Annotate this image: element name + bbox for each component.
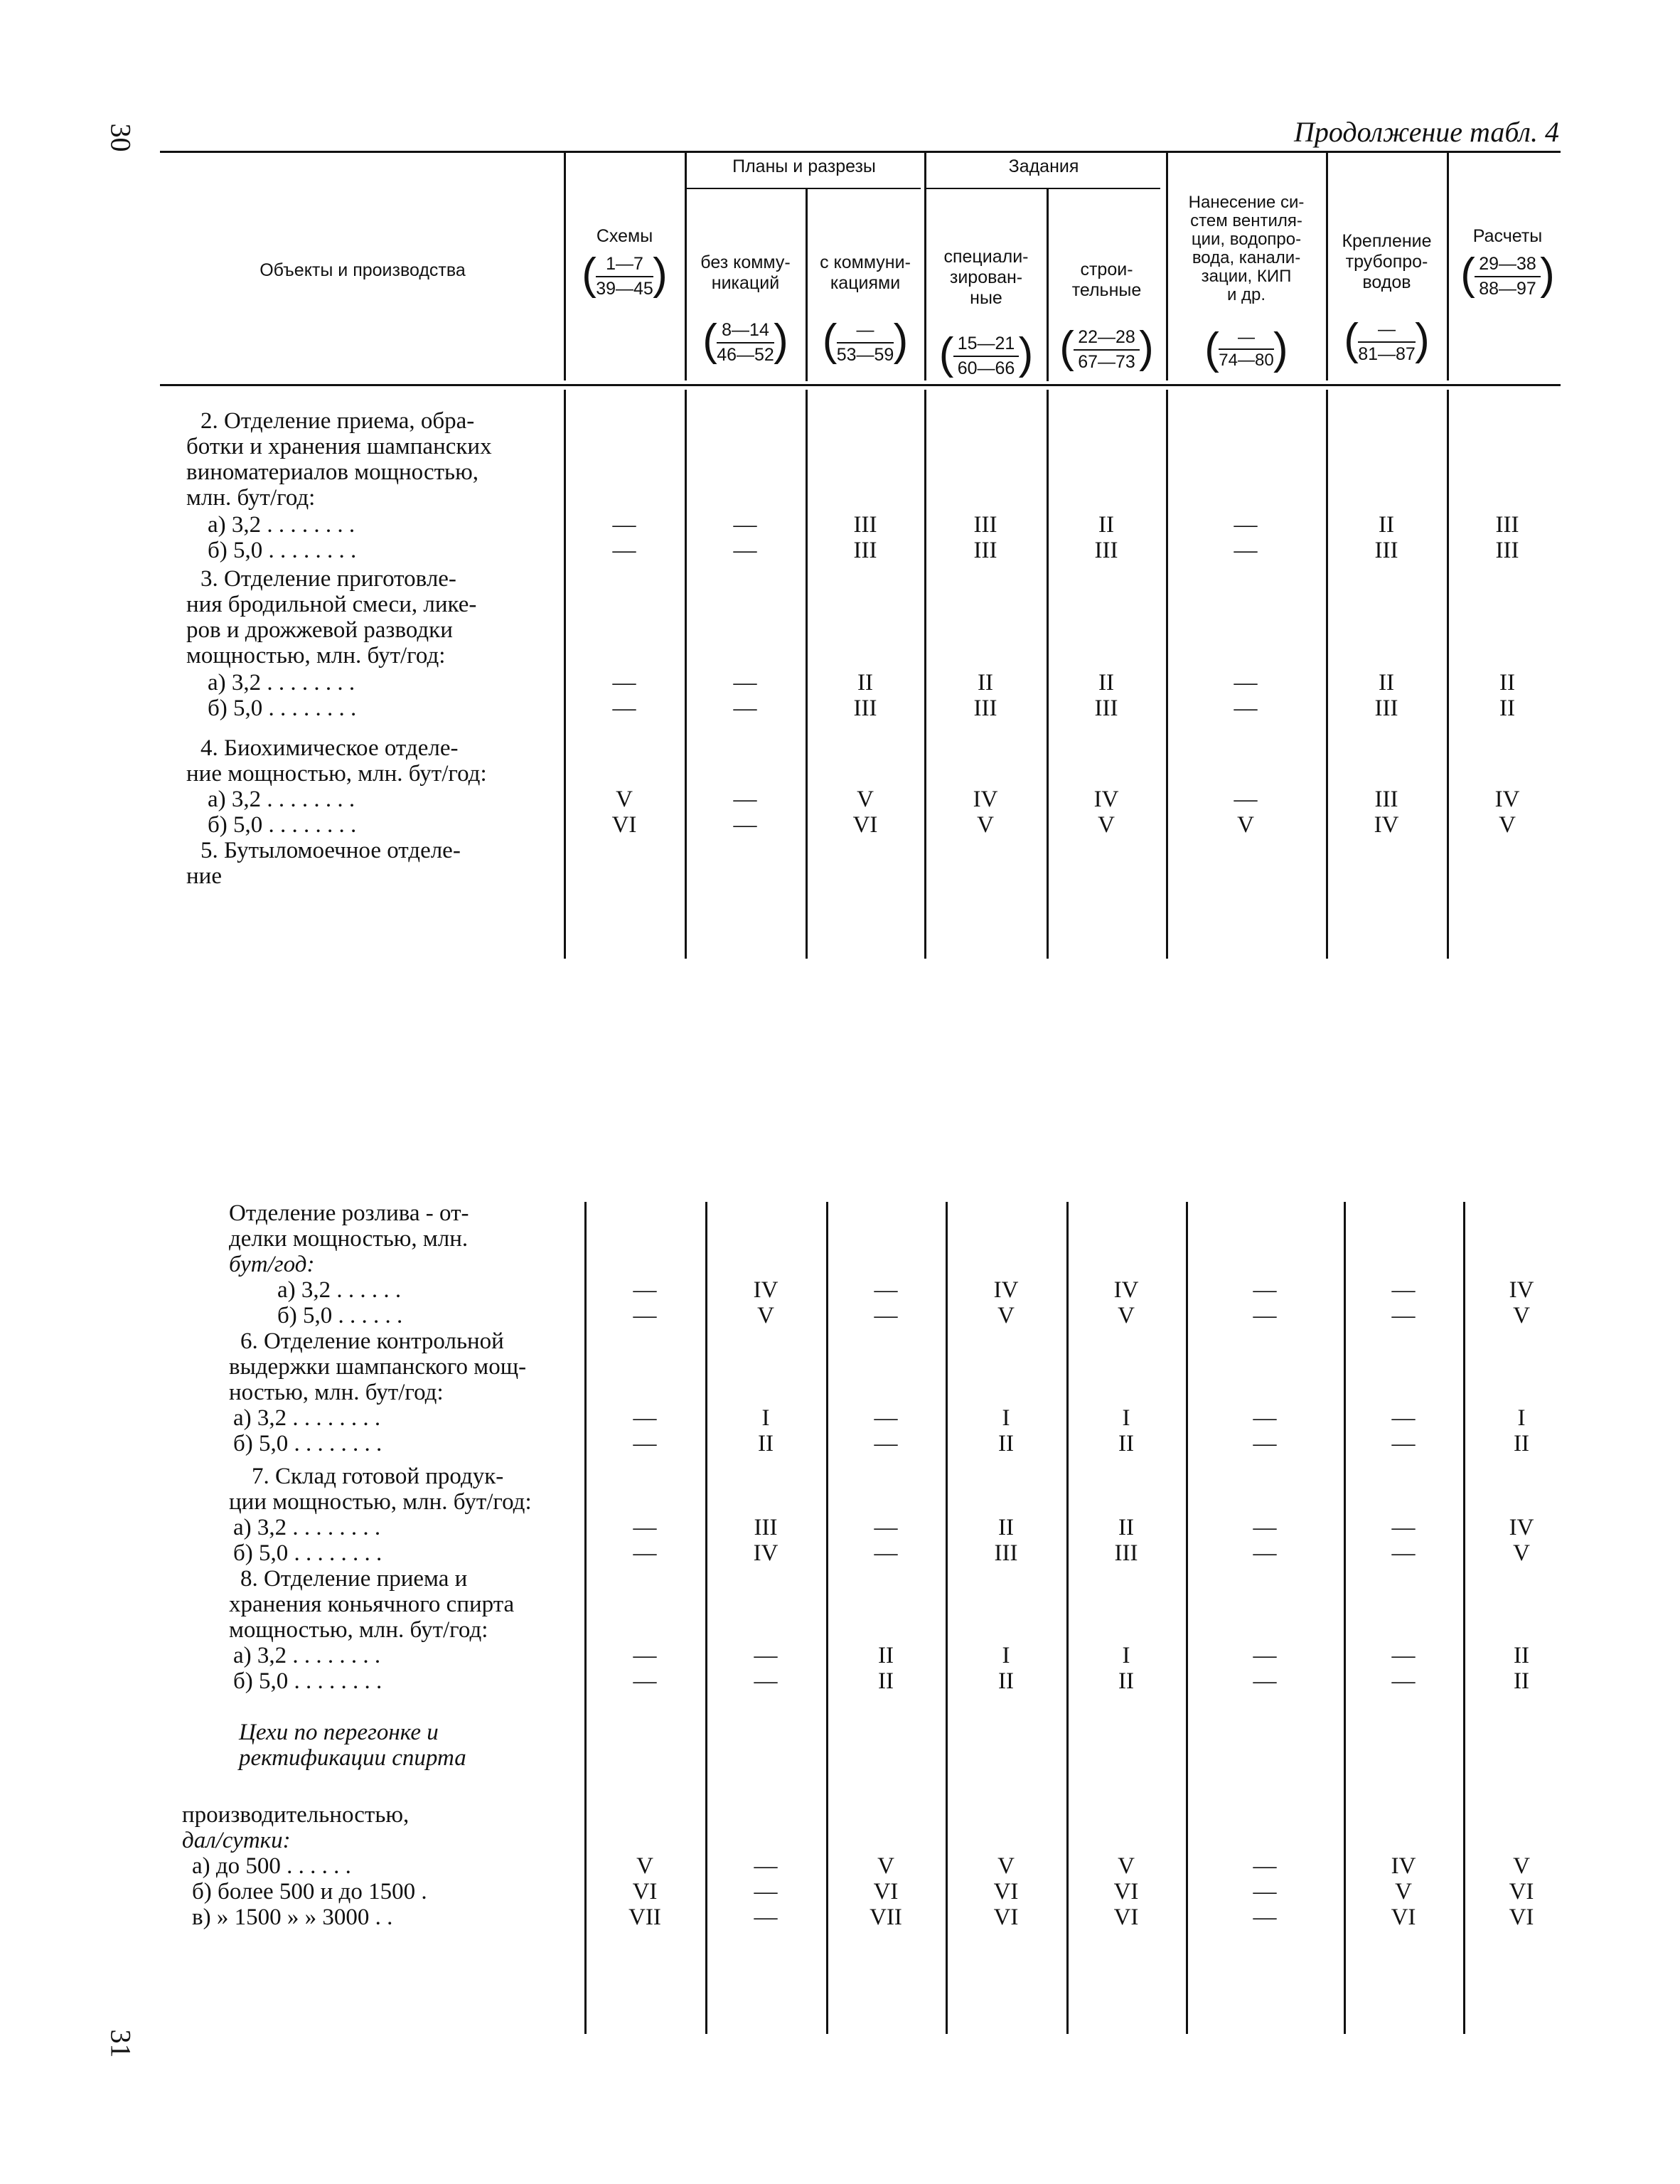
table-cell: — <box>1391 1431 1416 1456</box>
table-cell: — <box>754 1668 778 1694</box>
header-tasks-special: специали- зирован- ные ( 15—21 60—66 ) <box>938 247 1034 378</box>
table-cell: V <box>997 1303 1015 1328</box>
row-label: б) 5,0 . . . . . . <box>277 1303 403 1328</box>
table-cell: IV <box>993 1277 1019 1303</box>
row-label: б) 5,0 . . . . . . . . <box>233 1540 382 1566</box>
table-cell: VI <box>852 812 878 838</box>
row-title: мощностью, млн. бут/год: <box>186 643 446 668</box>
row-label: б) 5,0 . . . . . . . . <box>233 1668 382 1694</box>
table-cell: II <box>758 1431 774 1456</box>
table-cell: II <box>878 1643 894 1668</box>
header-tasks-group: Задания <box>1008 156 1079 176</box>
table-cell: III <box>1374 787 1398 812</box>
table-cell: — <box>1253 1405 1277 1431</box>
table-cell: VI <box>993 1879 1019 1905</box>
table-cell: V <box>1098 812 1115 838</box>
table-cell: IV <box>753 1540 779 1566</box>
header-plans-no-comm: без комму- никаций ( 8—14 46—52 ) <box>700 252 791 365</box>
table-cell: V <box>1499 812 1516 838</box>
table-cell: II <box>878 1668 894 1694</box>
table-cell: II <box>1514 1431 1529 1456</box>
table-cell: V <box>636 1853 653 1879</box>
table-cell: IV <box>1509 1515 1534 1540</box>
row-title: виноматериалов мощностью, <box>186 459 478 485</box>
table-cell: VII <box>628 1905 661 1930</box>
row-label: а) 3,2 . . . . . . . . <box>233 1515 381 1540</box>
table-cell: IV <box>1509 1277 1534 1303</box>
row-title: 8. Отделение приема и <box>240 1566 468 1592</box>
table-cell: — <box>1234 696 1258 721</box>
table-cell: I <box>1002 1405 1010 1431</box>
table-cell: VI <box>1509 1905 1534 1930</box>
table-cell: IV <box>1494 787 1520 812</box>
table-cell: — <box>633 1277 657 1303</box>
row-title: ние мощностью, млн. бут/год: <box>186 761 487 787</box>
table-cell: I <box>1122 1405 1130 1431</box>
table-cell: — <box>733 512 757 538</box>
table-cell: II <box>1118 1515 1134 1540</box>
row-label: а) 3,2 . . . . . . . . <box>208 670 355 696</box>
table-cell: VI <box>993 1905 1019 1930</box>
table-cell: V <box>857 787 874 812</box>
row-title: 3. Отделение приготовле- <box>200 566 456 592</box>
table-cell: II <box>1514 1668 1529 1694</box>
table-cell: IV <box>973 787 998 812</box>
header-systems: Нанесение си- стем вентиля- ции, водопро- вода, канали- зации, КИП и др. ( — 74—80 ) <box>1188 193 1305 373</box>
row-label: а) 3,2 . . . . . . . . <box>233 1643 381 1668</box>
table-cell: I <box>1122 1643 1130 1668</box>
table-cell: — <box>1253 1668 1277 1694</box>
header-fastening: Крепление трубопро- водов ( — 81—87 ) <box>1342 231 1432 364</box>
header-calcs: Расчеты ( 29—38 88—97 ) <box>1460 226 1555 299</box>
table-cell: II <box>1499 670 1515 696</box>
table-cell: — <box>754 1643 778 1668</box>
row-label: а) 3,2 . . . . . . . . <box>208 512 355 538</box>
table-cell: — <box>1391 1668 1416 1694</box>
table-cell: — <box>733 787 757 812</box>
row-title: хранения коньячного спирта <box>229 1592 515 1617</box>
row-title: Отделение розлива - от- <box>229 1200 469 1226</box>
row-title: дал/сутки: <box>182 1828 291 1853</box>
table-cell: I <box>1517 1405 1526 1431</box>
table-cell: V <box>997 1853 1015 1879</box>
body-col-divider <box>1186 1202 1188 2034</box>
header-schemes: Схемы ( 1—7 39—45 ) <box>582 226 668 299</box>
table-cell: — <box>633 1431 657 1456</box>
table-cell: — <box>1234 512 1258 538</box>
table-cell: — <box>1234 538 1258 563</box>
header-objects: Объекты и производства <box>260 260 466 280</box>
table-cell: IV <box>1093 787 1119 812</box>
table-cell: — <box>1253 1905 1277 1930</box>
table-cell: II <box>998 1668 1014 1694</box>
table-cell: — <box>612 512 636 538</box>
table-cell: — <box>1391 1303 1416 1328</box>
table-cell: — <box>1253 1879 1277 1905</box>
table-cell: V <box>1513 1303 1530 1328</box>
body-col-divider <box>584 1202 587 2034</box>
table-cell: — <box>874 1540 898 1566</box>
body-col-divider <box>946 1202 948 2034</box>
tasks-group-rule <box>926 188 1160 189</box>
body-col-divider <box>1047 390 1049 959</box>
page-number-bottom: 31 <box>105 2029 137 2058</box>
table-cell: V <box>757 1303 774 1328</box>
row-title: производительностью, <box>182 1802 410 1828</box>
table-cell: V <box>616 787 633 812</box>
table-cell: — <box>1391 1643 1416 1668</box>
table-cell: — <box>1253 1853 1277 1879</box>
table-cell: V <box>977 812 994 838</box>
table-cell: — <box>633 1540 657 1566</box>
table-cell: — <box>754 1879 778 1905</box>
row-label: б) 5,0 . . . . . . . . <box>208 812 357 838</box>
table-cell: III <box>853 512 877 538</box>
header-tasks-building: строи- тельные ( 22—28 67—73 ) <box>1059 260 1154 372</box>
table-cell: VI <box>1509 1879 1534 1905</box>
section-title: Цехи по перегонке и <box>239 1720 439 1745</box>
body-col-divider <box>1344 1202 1346 2034</box>
row-title: ностью, млн. бут/год: <box>229 1380 444 1405</box>
row-title: выдержки шампанского мощ- <box>229 1354 527 1380</box>
table-cell: — <box>1391 1540 1416 1566</box>
table-cell: — <box>733 812 757 838</box>
body-col-divider <box>685 390 687 959</box>
row-title: ние <box>186 863 222 889</box>
table-cell: III <box>1094 538 1118 563</box>
table-cell: II <box>1118 1668 1134 1694</box>
table-cell: V <box>1118 1853 1135 1879</box>
body-col-divider <box>924 390 926 959</box>
page-number-top: 30 <box>105 123 137 152</box>
table-cell: VI <box>1113 1905 1139 1930</box>
table-cell: — <box>633 1668 657 1694</box>
table-cell: I <box>761 1405 770 1431</box>
table-cell: — <box>1391 1277 1416 1303</box>
table-cell: II <box>998 1515 1014 1540</box>
table-cell: II <box>1098 512 1114 538</box>
table-cell: — <box>874 1405 898 1431</box>
row-label: а) 3,2 . . . . . . . . <box>208 787 355 812</box>
row-title: ния бродильной смеси, лике- <box>186 592 477 617</box>
row-title: млн. бут/год: <box>186 485 316 511</box>
table-cell: III <box>1114 1540 1138 1566</box>
table-cell: VI <box>1391 1905 1416 1930</box>
table-cell: — <box>1253 1277 1277 1303</box>
table-cell: — <box>1234 670 1258 696</box>
table-cell: II <box>857 670 873 696</box>
table-cell: III <box>1495 512 1519 538</box>
table-cell: IV <box>753 1277 779 1303</box>
row-title: ботки и хранения шампанских <box>186 434 492 459</box>
row-label: а) 3,2 . . . . . . . . <box>233 1405 381 1431</box>
body-col-divider <box>1447 390 1449 959</box>
table-cell: VI <box>873 1879 899 1905</box>
body-col-divider <box>806 390 808 959</box>
table-cell: — <box>633 1303 657 1328</box>
table-cell: II <box>1379 512 1394 538</box>
table-cell: VII <box>870 1905 902 1930</box>
table-cell: III <box>973 512 997 538</box>
table-cell: — <box>1253 1515 1277 1540</box>
table-cell: III <box>1374 696 1398 721</box>
table-cell: — <box>874 1277 898 1303</box>
row-label: а) 3,2 . . . . . . <box>277 1277 402 1303</box>
body-col-divider <box>1463 1202 1465 2034</box>
row-label: б) 5,0 . . . . . . . . <box>233 1431 382 1456</box>
table-cell: II <box>1499 696 1515 721</box>
table-cell: III <box>1094 696 1118 721</box>
row-title: 5. Бутыломоечное отделе- <box>200 838 461 863</box>
table-cell: — <box>612 670 636 696</box>
table-cell: II <box>1098 670 1114 696</box>
table-cell: — <box>1234 787 1258 812</box>
table-cell: — <box>1253 1303 1277 1328</box>
table-cell: IV <box>1391 1853 1416 1879</box>
row-title: бут/год: <box>229 1252 315 1277</box>
table-cell: — <box>633 1515 657 1540</box>
table-cell: — <box>874 1515 898 1540</box>
table-cell: — <box>1391 1515 1416 1540</box>
table-cell: — <box>612 538 636 563</box>
table-cell: — <box>1253 1431 1277 1456</box>
table-continuation-title: Продолжение табл. 4 <box>1293 116 1559 148</box>
header-top-rule <box>160 151 1561 153</box>
table-cell: — <box>612 696 636 721</box>
table-cell: VI <box>632 1879 658 1905</box>
row-label: а) до 500 . . . . . . <box>192 1853 351 1879</box>
row-label: б) более 500 и до 1500 . <box>192 1879 427 1905</box>
body-col-divider <box>1066 1202 1069 2034</box>
body-col-divider <box>564 390 566 959</box>
table-cell: III <box>1495 538 1519 563</box>
row-title: делки мощностью, млн. <box>229 1226 469 1252</box>
table-cell: IV <box>1113 1277 1139 1303</box>
row-title: 4. Биохимическое отделе- <box>200 735 459 761</box>
table-cell: II <box>978 670 993 696</box>
table-cell: V <box>1118 1303 1135 1328</box>
row-title: мощностью, млн. бут/год: <box>229 1617 488 1643</box>
table-cell: V <box>1237 812 1254 838</box>
row-title: 7. Склад готовой продук- <box>252 1464 504 1489</box>
row-label: б) 5,0 . . . . . . . . <box>208 538 357 563</box>
table-cell: VI <box>611 812 637 838</box>
header-plans-comm: с коммуни- кациями ( — 53—59 ) <box>820 252 911 365</box>
header-plans-group-label: Планы и разрезы <box>732 156 876 176</box>
table-cell: III <box>994 1540 1018 1566</box>
table-cell: V <box>1513 1540 1530 1566</box>
row-title: 6. Отделение контрольной <box>240 1328 504 1354</box>
table-cell: IV <box>1374 812 1399 838</box>
table-cell: I <box>1002 1643 1010 1668</box>
table-cell: — <box>754 1853 778 1879</box>
table-cell: III <box>973 696 997 721</box>
table-cell: V <box>1395 1879 1412 1905</box>
table-cell: II <box>1118 1431 1134 1456</box>
row-title: 2. Отделение приема, обра- <box>200 408 475 434</box>
table-cell: II <box>1379 670 1394 696</box>
row-label: б) 5,0 . . . . . . . . <box>208 696 357 721</box>
table-cell: — <box>633 1405 657 1431</box>
header-bottom-rule <box>160 384 1561 386</box>
table-cell: — <box>733 538 757 563</box>
table-cell: II <box>1514 1643 1529 1668</box>
body-col-divider <box>1166 390 1168 959</box>
table-cell: — <box>733 696 757 721</box>
table-cell: — <box>733 670 757 696</box>
table-cell: III <box>853 696 877 721</box>
row-label: в) » 1500 » » 3000 . . <box>192 1905 393 1930</box>
row-title: ров и дрожжевой разводки <box>186 617 453 643</box>
table-cell: — <box>874 1303 898 1328</box>
row-title: ции мощностью, млн. бут/год: <box>229 1489 532 1515</box>
body-col-divider <box>826 1202 828 2034</box>
table-cell: VI <box>1113 1879 1139 1905</box>
table-cell: — <box>1253 1540 1277 1566</box>
table-cell: — <box>754 1905 778 1930</box>
table-cell: III <box>973 538 997 563</box>
table-cell: III <box>853 538 877 563</box>
table-cell: — <box>1391 1405 1416 1431</box>
table-cell: III <box>754 1515 778 1540</box>
body-col-divider <box>1326 390 1328 959</box>
table-cell: II <box>998 1431 1014 1456</box>
table-cell: — <box>874 1431 898 1456</box>
table-cell: V <box>1513 1853 1530 1879</box>
table-cell: V <box>877 1853 894 1879</box>
table-cell: — <box>1253 1643 1277 1668</box>
section-title: ректификации спирта <box>239 1745 466 1771</box>
table-cell: — <box>633 1643 657 1668</box>
table-cell: III <box>1374 538 1398 563</box>
body-col-divider <box>705 1202 707 2034</box>
plans-group-rule <box>686 188 921 189</box>
